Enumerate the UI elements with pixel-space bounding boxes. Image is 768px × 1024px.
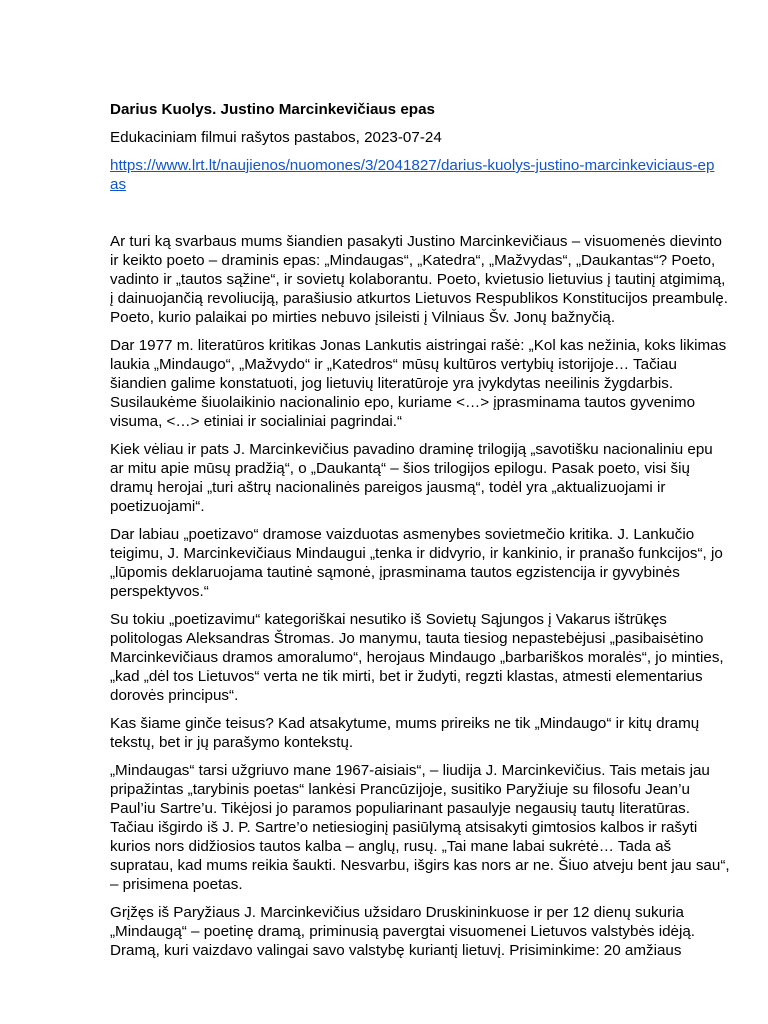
paragraph-6: Kas šiame ginče teisus? Kad atsakytume, mums prireiks ne tik „Mindaugo“ ir kitų dramų tekstų, bet ir jų parašymo kontekstų. <box>110 715 700 751</box>
paragraph-1: Ar turi ką svarbaus mums šiandien pasakyti Justino Marcinkevičiaus – visuomenės dievinto ir keikto poeto – draminis epas: „Mindaugas“, „Katedra“, „Mažvydas“, „Daukantas“? Poeto, vadinto ir „tautos sąžine“, ir sovietų kolaborantu. Poeto, kvietusio lietuvius į tautinį atgimimą, į dainuojančią revoliuciją, parašiusio atkurtos Lietuvos Respublikos Konstitucijos preambulę. Poeto, kurio palaikai po mirties nebuvo įsileisti į Vilniaus Šv. Jonų bažnyčią. <box>110 233 728 326</box>
source-link[interactable]: https://www.lrt.lt/naujienos/nuomones/3/2041827/darius-kuolys-justino-marcinkeviciaus-epas <box>110 157 715 193</box>
paragraph-3: Kiek vėliau ir pats J. Marcinkevičius pavadino draminę trilogiją „savotišku nacionaliniu epu ar mitu apie mūsų pradžią“, o „Daukantą“ – šios trilogijos epilogu. Pasak poeto, visi šių dramų herojai „turi aštrų nacionalinės pareigos jausmą“, todėl yra „aktualizuojami ir poetizuojami“. <box>110 441 713 515</box>
document-title: Darius Kuolys. Justino Marcinkevičiaus epas <box>110 101 435 118</box>
paragraph-4: Dar labiau „poetizavo“ dramose vaizduotas asmenybes sovietmečio kritika. J. Lankučio teigimu, J. Marcinkevičiaus Mindaugui „tenka ir didvyrio, ir kankinio, ir pranašo funkcijos“, jo „lūpomis deklaruojama tautinė sąmonė, įprasminama tautos egzistencija ir gyvybinės perspektyvos.“ <box>110 526 723 600</box>
document-subtitle: Edukaciniam filmui rašytos pastabos, 2023-07-24 <box>110 129 442 146</box>
paragraph-5: Su tokiu „poetizavimu“ kategoriškai nesutiko iš Sovietų Sąjungos į Vakarus ištrūkęs politologas Aleksandras Štromas. Jo manymu, tauta tiesiog nepastebėjusi „pasibaisėtino Marcinkevičiaus dramos amoralumo“, herojaus Mindaugo „barbariškos moralės“, jo minties, „kad „dėl tos Lietuvos“ verta ne tik mirti, bet ir žudyti, regzti klastas, atmesti elementarius dorovės principus“. <box>110 611 724 704</box>
document-page <box>110 100 730 969</box>
paragraph-8: Grįžęs iš Paryžiaus J. Marcinkevičius užsidaro Druskininkuose ir per 12 dienų sukuria „Mindaugą“ – poetinę dramą, priminusią pavergtai visuomenei Lietuvos valstybės idėją. Dramą, kuri vaizdavo valingai savo valstybę kuriantį lietuvį. Prisiminkime: 20 amžiaus <box>110 904 696 959</box>
paragraph-2: Dar 1977 m. literatūros kritikas Jonas Lankutis aistringai rašė: „Kol kas nežinia, koks likimas laukia „Mindaugo“, „Mažvydo“ ir „Katedros“ mūsų kultūros vertybių istorijoje… Tačiau šiandien galime konstatuoti, jog lietuvių literatūroje yra įvykdytas neeilinis žygdarbis. Susilaukėme šiuolaikinio nacionalinio epo, kuriame <…> įprasminama tautos gyvenimo visuma, <…> etiniai ir socialiniai pagrindai.“ <box>110 337 727 430</box>
spacer <box>110 194 730 232</box>
paragraph-7: „Mindaugas“ tarsi užgriuvo mane 1967-aisiais“, – liudija J. Marcinkevičius. Tais metais jau pripažintas „tarybinis poetas“ lankėsi Prancūzijoje, susitiko Paryžiuje su filosofu Jean’u Paul’iu Sartre’u. Tikėjosi jo paramos populiarinant pasaulyje negausių tautų literatūras. Tačiau išgirdo iš J. P. Sartre’o netiesioginį pasiūlymą atsisakyti gimtosios kalbos ir rašyti kurios nors didžiosios tautos kalba – anglų, rusų. „Tai mane labai sukrėtė… Tada aš supratau, kad mums reikia šaukti. Nesvarbu, išgirs kas nors ar ne. Šiuo atveju bent jau sau“, – prisimena poetas. <box>110 762 730 893</box>
